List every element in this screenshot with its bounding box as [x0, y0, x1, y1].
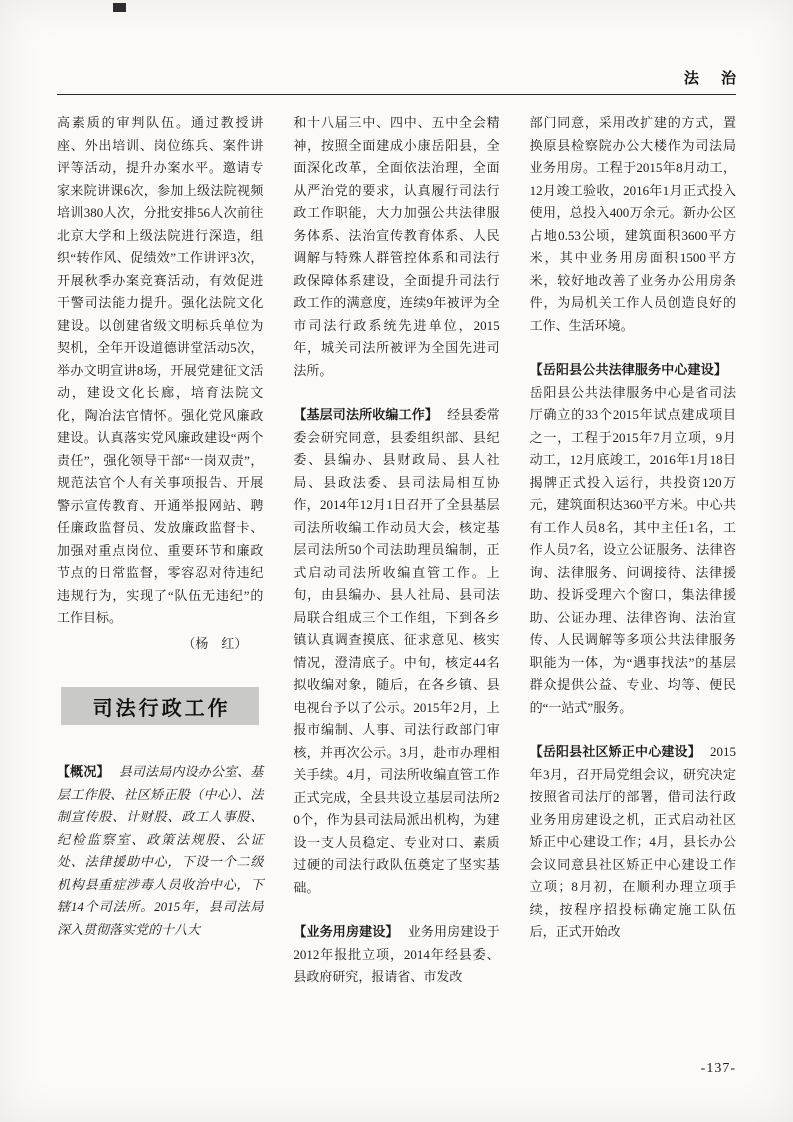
entry-body-yewuyongfang: 业务用房建设于2012年报批立项，2014年经县委、县政府研究，报请省、市发改 [293, 924, 500, 984]
page-header-section-label: 法 治 [683, 70, 745, 87]
entry-heading-shequjiaozheng: 【岳阳县社区矫正中心建设】 [529, 744, 701, 759]
header-rule [57, 94, 736, 95]
section-title-box [61, 687, 259, 725]
entry-heading-overview: 【概况】 [57, 764, 110, 779]
paragraph-entry-shoubian [293, 404, 499, 899]
paragraph-continuation-middle: 和十八届三中、四中、五中全会精神，按照全面建成小康岳阳县，全面深化改革，全面依法治理，全面从严治党的要求，认真履行司法行政工作职能，大力加强公共法律服务体系、法治宣传教育体系、人民调解与特殊人群管控体系和司法行政保障体系建设，全面提升司法行政工作的满意度，连续9年被评为全市司法行政系统先进单位，2015年，城关司法所被评为全国先进司法所。 [293, 115, 500, 378]
paragraph-entry-yewuyongfang [293, 921, 499, 989]
column-middle [293, 112, 499, 1067]
entry-body-falvfuwuzhongxin: 岳阳县公共法律服务中心是省司法厅确立的33个2015年试点建成项目之一，工程于2015年7月立项，9月动工，12月底竣工，2016年1月18日揭牌正式投入运行，共投资120万元，建筑面积达360平方米。中心共有工作人员8名，其中主任1名，工作人员7名，设立公证服务、法律咨询、法律服务、问调接待、法律援助、投诉受理六个窗口，集法律援助、公证办理、法律咨询、法治宣传、人民调解等多项公共法律服务职能为一体，为“遇事找法”的基层群众提供公益、专业、均等、便民的“一站式”服务。 [529, 384, 736, 715]
entry-heading-shoubian: 【基层司法所收编工作】 [293, 407, 439, 422]
paragraph-overview [57, 761, 263, 941]
entry-heading-yewuyongfang: 【业务用房建设】 [293, 924, 399, 939]
content-columns [57, 112, 736, 1067]
scan-artifact [113, 3, 126, 12]
paragraph-entry-shequjiaozheng [530, 741, 736, 944]
section-title: 司法行政工作 [92, 697, 231, 720]
paragraph-entry-falvfuwuzhongxin [530, 359, 736, 719]
paragraph-continuation-right: 部门同意，采用改扩建的方式，置换原县检察院办公大楼作为司法局业务用房。工程于2015年8月动工，12月竣工验收，2016年1月正式投入使用，总投入400万余元。新办公区占地0.53公顷，建筑面积3600平方米，其中业务用房面积1500平方米，较好地改善了业务办公用房条件，为局机关工作人员创造良好的工作、生活环境。 [529, 115, 736, 333]
entry-heading-falvfuwuzhongxin: 【岳阳县公共法律服务中心建设】 [529, 362, 727, 377]
entry-body-shequjiaozheng: 2015年3月，召开局党组会议，研究决定按照省司法厅的部署，借司法行政业务用房建设之机，正式启动社区矫正中心建设工作；4月，县长办公会议同意县社区矫正中心建设工作立项；8月初，在顺利办理立项手续，按程序招投标确定施工队伍后，正式开始改 [529, 744, 736, 939]
page-number: -137- [700, 1061, 736, 1076]
paragraph-continuation-left: 高素质的审判队伍。通过教授讲座、外出培训、岗位练兵、案件讲评等活动，提升办案水平。邀请专家来院讲课6次，参加上级法院视频培训380人次，分批安排56人次前往北京大学和上级法院进行深造，组织“转作风、促绩效”工作讲评3次，开展秋季办案竞赛活动，有效促进干警司法能力提升。强化法院文化建设。以创建省级文明标兵单位为契机，全年开设道德讲堂活动5次，举办文明宣讲8场，开展党建征文活动，建设文化长廊，培育法院文化，陶冶法官情怀。强化党风廉政建设。认真落实党风廉政建设“两个责任”，强化领导干部“一岗双责”，规范法官个人有关事项报告、开展警示宣传教育、开通举报网站、聘任廉政监督员、发放廉政监督卡、加强对重点岗位、重要环节和廉政节点的日常监督，零容忍对待违纪违规行为，实现了“队伍无违纪”的工作目标。 [57, 115, 264, 625]
column-right [530, 112, 736, 1067]
entry-body-overview: 县司法局内设办公室、基层工作股、社区矫正股（中心）、法制宣传股、计财股、政工人事股、纪检监察室、政策法规股、公证处、法律援助中心，下设一个二级机构县重症涉毒人员收治中心，下辖14个司法所。2015年，县司法局深入贯彻落实党的十八大 [57, 764, 264, 937]
column-left [57, 112, 263, 1067]
author-attribution: （杨 红） [182, 635, 248, 651]
entry-body-shoubian: 经县委常委会研究同意，县委组织部、县纪委、县编办、县财政局、县人社局、县政法委、县司法局相互协作，2014年12月1日召开了全县基层司法所收编工作动员大会，核定基层司法所50个司法助理员编制，正式启动司法所收编直管工作。上旬，由县编办、县人社局、县司法局联合组成三个工作组，下到各乡镇认真调查摸底、征求意见、核实情况，澄清底子。中旬，核定44名拟收编对象，随后，在各乡镇、县电视台予以了公示。2015年2月，上报市编制、人事、司法行政部门审核，并再次公示。3月，赴市办理相关手续。4月，司法所收编直管工作正式完成，全县共设立基层司法所20个，作为县司法局派出机构，为建设一支人员稳定、专业对口、素质过硬的司法行政队伍奠定了坚实基础。 [293, 407, 500, 895]
